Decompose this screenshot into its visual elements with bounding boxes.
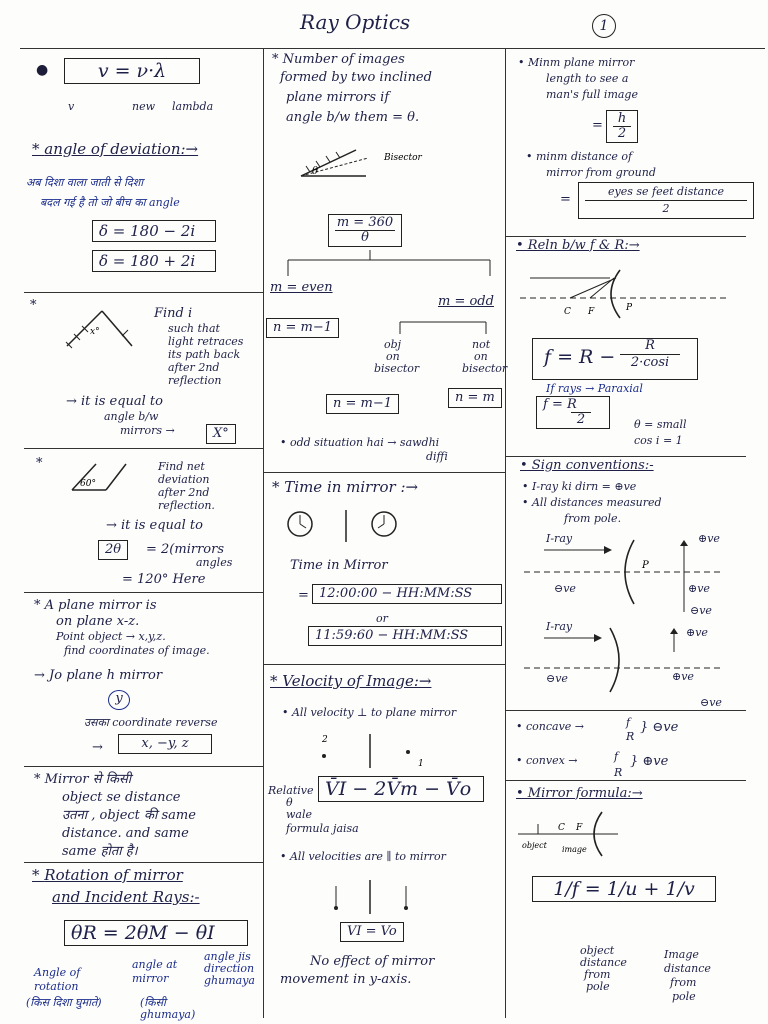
rotation-hindi-1: (किस दिशा घुमाते) bbox=[26, 996, 102, 1009]
mirror-formula: 1/f = 1/u + 1/v bbox=[532, 876, 716, 902]
sign-line-3: from pole. bbox=[564, 512, 622, 525]
mindist-line-1: • minm distance of bbox=[526, 150, 633, 163]
fr-formula-2: f = R 2 bbox=[536, 396, 610, 429]
coords-line-4: find coordinates of image. bbox=[64, 644, 210, 657]
distance-line-1: * Mirror से किसी bbox=[34, 772, 132, 787]
fr-p: P bbox=[626, 303, 633, 313]
concave-mirror-diagram bbox=[520, 268, 740, 324]
col3-divider-3 bbox=[506, 710, 746, 711]
header-rule bbox=[20, 48, 765, 49]
velocity-line-1: • All velocity ⊥ to plane mirror bbox=[282, 706, 457, 719]
on-label: on bbox=[386, 350, 400, 363]
tree-branch-1 bbox=[280, 250, 500, 280]
col2-divider-2 bbox=[264, 664, 506, 665]
distance-line-4: distance. and same bbox=[62, 826, 189, 841]
fr-box bbox=[532, 338, 698, 380]
col1-divider-3 bbox=[24, 592, 264, 593]
retrace-answer: X° bbox=[206, 424, 236, 444]
col2-divider-1 bbox=[264, 472, 506, 473]
mindist-line-2: mirror from ground bbox=[546, 166, 656, 179]
n-odd-on: n = m−1 bbox=[326, 394, 399, 414]
images-line-3: plane mirrors if bbox=[286, 90, 390, 105]
deviation-formula-2: δ = 180 + 2i bbox=[92, 250, 216, 272]
velocity-relative: Relative bbox=[268, 784, 314, 797]
convex-sign: } ⊕ve bbox=[630, 754, 669, 769]
tree-branch-2 bbox=[396, 318, 496, 338]
formula-label-6: distance bbox=[664, 962, 711, 975]
col1-divider-2 bbox=[24, 448, 264, 449]
time-or: or bbox=[376, 612, 388, 625]
odd-note: • odd situation hai → sawdhi bbox=[280, 436, 440, 449]
images-line-2: formed by two inclined bbox=[280, 70, 432, 85]
formula-label-7: from bbox=[670, 976, 697, 989]
not-label: not bbox=[472, 338, 491, 351]
sign-p: P bbox=[642, 560, 649, 571]
column-divider-2 bbox=[505, 48, 506, 1018]
fr-note: If rays → Paraxial bbox=[546, 382, 643, 395]
velocity-formula: V̄I − 2V̄m − V̄o bbox=[318, 776, 484, 802]
m-even: m = even bbox=[270, 280, 333, 295]
velocity-heading: * Velocity of Image:→ bbox=[270, 672, 432, 690]
column-divider-1 bbox=[263, 48, 264, 1018]
coords-line-3: Point object → x,y,z. bbox=[56, 630, 166, 643]
velocity-line-2: • All velocities are ∥ to mirror bbox=[280, 850, 446, 863]
formula-label-1: object bbox=[580, 944, 615, 957]
rotation-label-3: angle jis bbox=[204, 950, 251, 963]
coords-line-2: on plane x-z. bbox=[56, 614, 140, 629]
net-dev-line-4: reflection. bbox=[158, 499, 215, 512]
distance-line-5: same होता है। bbox=[62, 844, 138, 859]
deviation-heading: * angle of deviation:→ bbox=[32, 140, 199, 158]
formula-label-8: pole bbox=[672, 990, 696, 1003]
sign-pos-1: ⊕ve bbox=[698, 532, 720, 545]
col1-divider-5 bbox=[24, 862, 264, 863]
inclined-mirrors-diagram bbox=[296, 146, 436, 186]
fr-f: F bbox=[588, 307, 595, 317]
sign-neg-1: ⊖ve bbox=[554, 582, 576, 595]
page-number: 1 bbox=[592, 14, 616, 38]
clock-diagram bbox=[286, 508, 406, 548]
time-heading: * Time in mirror :→ bbox=[272, 478, 419, 496]
retrace-find: Find i bbox=[154, 306, 193, 321]
retrace-line-5: reflection bbox=[168, 374, 222, 387]
velocity-theta: θ bbox=[286, 796, 293, 809]
fr-fraction: R 2·cosi bbox=[620, 338, 680, 371]
minlen-line-1: • Minm plane mirror bbox=[518, 56, 635, 69]
velocity-jaisa: formula jaisa bbox=[286, 822, 359, 835]
deviation-hindi-2: बदल गई है तो जो बीच का angle bbox=[40, 196, 180, 209]
sign-line-1: • I-ray ki dirn = ⊕ve bbox=[522, 480, 637, 493]
mindist-formula: eyes se feet distance 2 bbox=[578, 182, 754, 219]
page-title: Ray Optics bbox=[300, 10, 411, 34]
coords-line-1: * A plane mirror is bbox=[34, 598, 157, 613]
concave-f: f bbox=[626, 716, 631, 729]
label-v: v bbox=[68, 100, 75, 113]
coords-line-7: उसका coordinate reverse bbox=[84, 716, 218, 729]
sign-pos-3: ⊕ve bbox=[686, 626, 708, 639]
fr-note-1: θ = small bbox=[634, 418, 687, 431]
rotation-formula: θR = 2θM − θI bbox=[64, 920, 248, 946]
velocity-parallel-diagram bbox=[330, 878, 430, 918]
n-even: n = m−1 bbox=[266, 318, 339, 338]
formula-f: F bbox=[576, 823, 583, 833]
formula-label-3: from bbox=[584, 968, 611, 981]
n-odd-not: n = m bbox=[448, 388, 502, 408]
mirror-pair-diagram-1 bbox=[62, 306, 142, 356]
on-label-2: on bbox=[474, 350, 488, 363]
velocity-sub-1: 1 bbox=[418, 759, 424, 769]
formula-label-5: Image bbox=[664, 948, 699, 961]
col3-divider-4 bbox=[506, 780, 746, 781]
concave-label: • concave → bbox=[516, 720, 585, 733]
fr-c: C bbox=[564, 307, 571, 317]
retrace-note-3: mirrors → bbox=[120, 424, 175, 437]
convex-r: R bbox=[614, 766, 623, 779]
velocity-line-3: No effect of mirror bbox=[310, 954, 435, 969]
sign-iray-1: I-ray bbox=[546, 532, 573, 545]
rotation-hindi-2: (किसी bbox=[140, 996, 166, 1009]
time-formula-2: 11:59:60 − HH:MM:SS bbox=[308, 626, 502, 646]
sign-neg-3: ⊖ve bbox=[546, 672, 568, 685]
retrace-angle-label: x° bbox=[90, 327, 100, 337]
net-dev-line-2: deviation bbox=[158, 473, 210, 486]
label-new: new bbox=[132, 100, 156, 113]
formula-obj: object bbox=[522, 841, 547, 850]
formula-c: C bbox=[558, 823, 565, 833]
sign-heading: • Sign conventions:- bbox=[520, 458, 654, 473]
deviation-formula-1: δ = 180 − 2i bbox=[92, 220, 216, 242]
net-dev-note: → it is equal to bbox=[106, 518, 203, 533]
retrace-line-2: light retraces bbox=[168, 335, 244, 348]
net-dev-formula: 2θ bbox=[98, 540, 128, 560]
odd-note-2: diffi bbox=[426, 450, 448, 463]
sign-line-2: • All distances measured bbox=[522, 496, 662, 509]
time-in-mirror-label: Time in Mirror bbox=[290, 558, 388, 573]
velocity-formula-2: VI = Vo bbox=[340, 922, 404, 942]
deviation-hindi-1: अब दिशा वाला जाती से दिशा bbox=[26, 176, 144, 189]
rotation-label-1: Angle of rotation bbox=[34, 966, 81, 993]
net-dev-here: = 120° Here bbox=[122, 572, 206, 587]
fr-note-2: cos i = 1 bbox=[634, 434, 683, 447]
m-odd: m = odd bbox=[438, 294, 494, 309]
net-dev-line-3: after 2nd bbox=[158, 486, 210, 499]
formula-label-2: distance bbox=[580, 956, 627, 969]
net-dev-line-1: Find net bbox=[158, 460, 205, 473]
bisector-label: Bisector bbox=[384, 153, 422, 163]
rotation-label-2: angle at mirror bbox=[132, 958, 178, 985]
sign-pos-2: ⊕ve bbox=[688, 582, 710, 595]
minlen-formula: h 2 bbox=[606, 110, 638, 143]
coords-answer: x, −y, z bbox=[118, 734, 212, 754]
bisector-label-1: bisector bbox=[374, 362, 420, 375]
label-lambda: lambda bbox=[172, 100, 214, 113]
rotation-label-4: direction bbox=[204, 962, 255, 975]
velocity-wale: wale bbox=[286, 808, 313, 821]
wave-formula: v = ν·λ bbox=[64, 58, 200, 84]
velocity-line-4: movement in y-axis. bbox=[280, 972, 412, 987]
retrace-line-4: after 2nd bbox=[168, 361, 220, 374]
obj-label: obj bbox=[384, 338, 402, 351]
net-dev-angle-label: 60° bbox=[80, 479, 96, 489]
col1-divider-4 bbox=[24, 766, 264, 767]
sign-neg-2: ⊖ve bbox=[690, 604, 712, 617]
m-formula: m = 360 θ bbox=[328, 214, 402, 247]
sign-diagram-concave bbox=[524, 540, 744, 610]
mirror-pair-diagram-2 bbox=[66, 460, 146, 500]
fr-eq: f = R − bbox=[544, 346, 616, 368]
retrace-line-1: such that bbox=[168, 322, 220, 335]
distance-line-2: object se distance bbox=[62, 790, 181, 805]
distance-line-3: उतना , object की same bbox=[62, 808, 196, 823]
coords-circled-y: y bbox=[108, 690, 130, 710]
formula-img: image bbox=[562, 845, 587, 854]
time-formula-1: 12:00:00 − HH:MM:SS bbox=[312, 584, 502, 604]
net-dev-eq-2: angles bbox=[196, 556, 233, 569]
retrace-line-3: its path back bbox=[168, 348, 241, 361]
rotation-heading-2: and Incident Rays:- bbox=[52, 888, 200, 906]
inclined-theta: θ bbox=[312, 166, 319, 177]
velocity-perp-diagram bbox=[310, 732, 440, 772]
sign-neg-4: ⊖ve bbox=[700, 696, 722, 709]
minlen-line-3: man's full image bbox=[546, 88, 638, 101]
fr-heading: • Reln b/w f & R:→ bbox=[516, 238, 640, 253]
formula-label-4: pole bbox=[586, 980, 610, 993]
rotation-heading: * Rotation of mirror bbox=[32, 866, 183, 884]
bisector-label-2: bisector bbox=[462, 362, 508, 375]
sign-iray-2: I-ray bbox=[546, 620, 573, 633]
formula-heading: • Mirror formula:→ bbox=[516, 786, 643, 801]
coords-line-5: → Jo plane h mirror bbox=[34, 668, 163, 683]
images-line-1: * Number of images bbox=[272, 52, 405, 67]
concave-r: R bbox=[626, 730, 635, 743]
rotation-label-5: ghumaya bbox=[204, 974, 255, 987]
concave-sign: } ⊖ve bbox=[640, 720, 679, 735]
minlen-line-2: length to see a bbox=[546, 72, 629, 85]
images-line-4: angle b/w them = θ. bbox=[286, 110, 420, 125]
mirror-formula-diagram bbox=[518, 808, 638, 858]
convex-f: f bbox=[614, 750, 619, 763]
net-dev-eq: = 2(mirrors bbox=[146, 542, 224, 557]
rotation-hindi-3: ghumaya) bbox=[140, 1008, 196, 1021]
col1-divider-1 bbox=[24, 292, 264, 293]
retrace-note: → it is equal to bbox=[66, 394, 163, 409]
sign-pos-4: ⊕ve bbox=[672, 670, 694, 683]
retrace-note-2: angle b/w bbox=[104, 410, 159, 423]
velocity-sub-2: 2 bbox=[322, 735, 328, 745]
convex-label: • convex → bbox=[516, 754, 578, 767]
